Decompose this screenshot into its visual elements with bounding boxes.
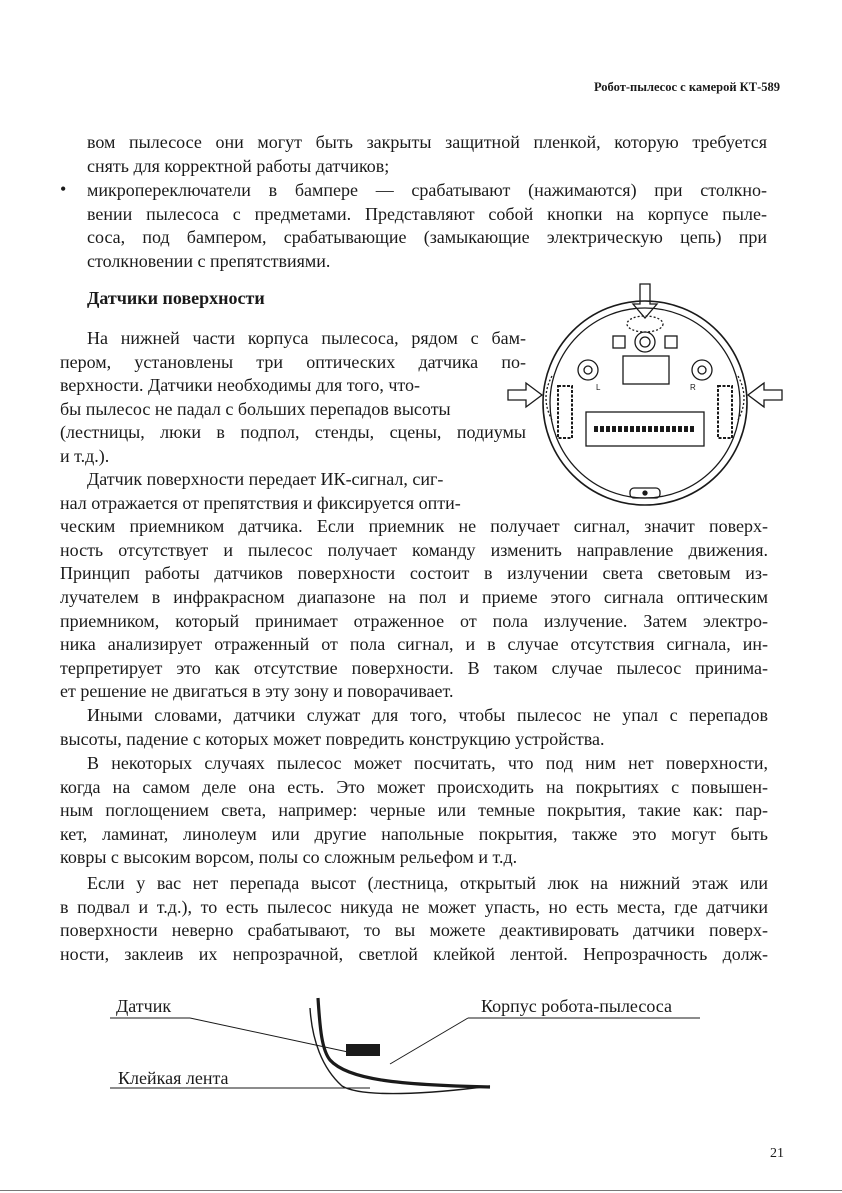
text-line: соса, под бампером, срабатывающие (замыкающие электрическую цепь) при bbox=[87, 227, 767, 248]
bumper-mark-right: R bbox=[690, 383, 696, 392]
wheel-right bbox=[692, 360, 712, 380]
label-body: Корпус робота-пылесоса bbox=[481, 996, 673, 1016]
sensor-block bbox=[346, 1044, 380, 1056]
text-line: ности, заклеив их непрозрачной, светлой клейкой лентой. Непрозрачность долж- bbox=[60, 943, 768, 964]
text-line: поверхности неверно срабатывают, то вы можете деактивировать датчики поверх- bbox=[60, 920, 768, 941]
robot-body-curve bbox=[318, 998, 490, 1087]
text-line: ность отсутствует и пылесос получает команду изменить направление движения. bbox=[60, 539, 768, 560]
text-line: На нижней части корпуса пылесоса, рядом с бам- bbox=[87, 328, 526, 348]
robot-underside-figure bbox=[500, 278, 790, 510]
text-line: Если у вас нет перепада высот (лестница, открытый люк на нижний этаж или bbox=[87, 873, 768, 893]
text-line: Иными словами, датчики служат для того, чтобы пылесос не упал с перепадов bbox=[87, 705, 768, 725]
text-line: ным поглощением света, например: черные или темные покрытия, такие как: пар- bbox=[60, 800, 768, 821]
text-line: пером, установлены три оптических датчика по- bbox=[60, 351, 526, 372]
side-brush-left bbox=[558, 386, 572, 438]
running-title: Робот-пылесос с камерой КТ-589 bbox=[593, 80, 780, 94]
paragraph bbox=[60, 872, 768, 966]
text-line: Датчик поверхности передает ИК-сигнал, сиг- bbox=[87, 469, 444, 489]
label-sensor: Датчик bbox=[116, 996, 172, 1016]
text-line: микропереключатели в бампере — срабатывают (нажимаются) при столкно- bbox=[87, 180, 767, 200]
text-line: ковры с высоким ворсом, полы со сложным рельефом и т.д. bbox=[60, 847, 518, 868]
text-line: В некоторых случаях пылесос может посчитать, что под ним нет поверхности, bbox=[87, 753, 768, 773]
text-line: терпретирует это как отсутствие поверхности. В таком случае пылесос принима- bbox=[60, 657, 768, 678]
page-number: 21 bbox=[770, 1146, 784, 1161]
arrow-left-icon bbox=[748, 383, 782, 407]
text-line: Принцип работы датчиков поверхности состоит в излучении света световым из- bbox=[60, 563, 768, 584]
text-line: лучателем в инфракрасном диапазоне на пол и приеме этого сигнала оптическим bbox=[60, 586, 768, 607]
text-line: нал отражается от препятствия и фиксируется опти- bbox=[60, 492, 461, 513]
section-heading: Датчики поверхности bbox=[87, 288, 265, 308]
text-line: вом пылесосе они могут быть закрыты защитной пленкой, которую требуется bbox=[87, 132, 767, 152]
text-line: ника анализирует отраженный от пола сигнал, и в случае отсутствия сигнала, ин- bbox=[60, 634, 768, 655]
text-line: кет, ламинат, линолеум или другие напольные покрытия, также это могут быть bbox=[60, 823, 768, 844]
bumper-mark-left: L bbox=[596, 383, 601, 392]
arrow-right-icon bbox=[508, 383, 542, 407]
paragraph bbox=[60, 752, 768, 870]
text-line: столкновении с препятствиями. bbox=[87, 250, 331, 271]
text-line: когда на самом деле она есть. Это может происходить на покрытиях с повышен- bbox=[60, 776, 768, 797]
text-line: ческим приемником датчика. Если приемник не получает сигнал, значит поверх- bbox=[60, 516, 768, 537]
text-line: приемником, который принимает отраженное от пола излучение. Затем электро- bbox=[60, 610, 768, 631]
paragraph bbox=[60, 704, 768, 751]
text-line: и т.д.). bbox=[60, 445, 110, 466]
text-line: в подвал и т.д.), то есть пылесос никуда не может упасть, но есть места, где датчики bbox=[60, 896, 768, 917]
text-line: бы пылесос не падал с больших перепадов высоты bbox=[60, 398, 451, 419]
bullet-item bbox=[87, 179, 767, 273]
intro-continuation bbox=[87, 131, 767, 178]
side-brush-right bbox=[718, 386, 732, 438]
label-tape: Клейкая лента bbox=[118, 1068, 229, 1088]
text-line: высоты, падение с которых может повредить конструкцию устройства. bbox=[60, 728, 605, 749]
paragraph bbox=[60, 327, 526, 469]
text-line: ет решение не двигаться в эту зону и поворачивает. bbox=[60, 681, 454, 702]
bullet-mark: • bbox=[60, 179, 67, 199]
text-line: снять для корректной работы датчиков; bbox=[87, 155, 390, 176]
text-line: вении пылесоса с предметами. Представляют собой кнопки на корпусе пыле- bbox=[87, 203, 767, 224]
page-edge-rule bbox=[0, 1190, 842, 1191]
wheel-left bbox=[578, 360, 598, 380]
text-line: (лестницы, люки в подпол, стенды, сцены, подиумы bbox=[60, 422, 526, 443]
text-line: верхности. Датчики необходимы для того, что- bbox=[60, 375, 421, 396]
